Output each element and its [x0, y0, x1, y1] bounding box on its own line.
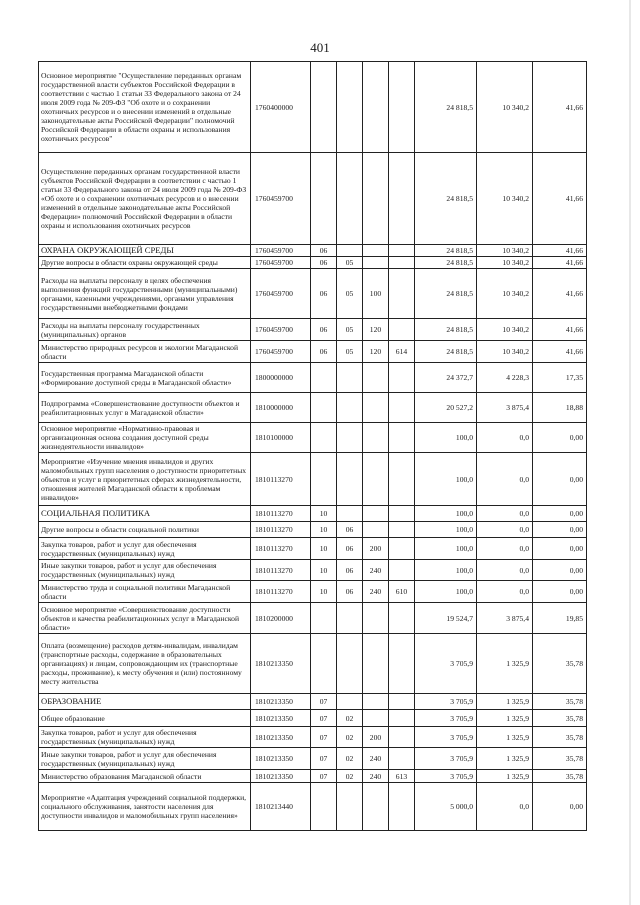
cell-gr — [389, 694, 415, 710]
cell-gr — [389, 363, 415, 393]
cell-name: ОХРАНА ОКРУЖАЮЩЕЙ СРЕДЫ — [39, 245, 251, 257]
cell-fact: 1 325,9 — [477, 710, 533, 727]
cell-gr — [389, 710, 415, 727]
page-number: 401 — [310, 40, 330, 55]
cell-gr — [389, 319, 415, 341]
cell-vr: 240 — [363, 770, 389, 783]
cell-vr: 200 — [363, 727, 389, 748]
cell-pct: 35,78 — [533, 634, 587, 694]
cell-fact: 0,0 — [477, 560, 533, 581]
cell-name: СОЦИАЛЬНАЯ ПОЛИТИКА — [39, 506, 251, 522]
table-row — [39, 783, 587, 831]
cell-csr: 1810213350 — [251, 710, 311, 727]
cell-fact: 3 875,4 — [477, 393, 533, 423]
cell-pr — [337, 694, 363, 710]
cell-pr: 05 — [337, 341, 363, 363]
cell-vr — [363, 603, 389, 634]
cell-plan: 24 372,7 — [415, 363, 477, 393]
cell-plan: 100,0 — [415, 560, 477, 581]
cell-pr — [337, 153, 363, 245]
cell-csr: 1810113270 — [251, 560, 311, 581]
table-row — [39, 453, 587, 506]
cell-csr: 1810113270 — [251, 538, 311, 560]
cell-plan: 24 818,5 — [415, 245, 477, 257]
cell-csr: 1810213350 — [251, 634, 311, 694]
table-row — [39, 153, 587, 245]
cell-rz: 07 — [311, 694, 337, 710]
cell-vr: 200 — [363, 538, 389, 560]
table-row — [39, 581, 587, 603]
cell-plan: 24 818,5 — [415, 153, 477, 245]
cell-gr: 614 — [389, 341, 415, 363]
cell-pr: 02 — [337, 770, 363, 783]
cell-name: Основное мероприятие "Осуществление переданных органам государственной власти субъектов Российской Федерации в соответствии с частью 1 статьи 33 Федерального закона от 24 июля 2009 года № 209-ФЗ "Об охоте и о сохранении охотничьих ресурсов и о внесении изменений в отдельные законодательные акты Российской Федерации" полномочий Российской Федерации в области охраны и использования охотничьих ресурсов" — [39, 62, 251, 153]
cell-pct: 41,66 — [533, 153, 587, 245]
cell-name: Министерство образования Магаданской области — [39, 770, 251, 783]
cell-csr: 1810213350 — [251, 694, 311, 710]
cell-fact: 0,0 — [477, 581, 533, 603]
cell-pct: 17,35 — [533, 363, 587, 393]
cell-csr: 1810113270 — [251, 453, 311, 506]
cell-pct: 41,66 — [533, 269, 587, 319]
cell-plan: 3 705,9 — [415, 634, 477, 694]
cell-pr: 05 — [337, 319, 363, 341]
cell-fact: 10 340,2 — [477, 245, 533, 257]
cell-plan: 24 818,5 — [415, 269, 477, 319]
cell-fact: 10 340,2 — [477, 269, 533, 319]
cell-name: Мероприятие «Адаптация учреждений социальной поддержки, социального обслуживания, занятости населения для доступности инвалидов и маломобильных групп населения» — [39, 783, 251, 831]
cell-pr — [337, 393, 363, 423]
cell-gr: 610 — [389, 581, 415, 603]
cell-pr: 06 — [337, 538, 363, 560]
cell-csr: 1810200000 — [251, 603, 311, 634]
cell-fact: 1 325,9 — [477, 748, 533, 770]
cell-name: ОБРАЗОВАНИЕ — [39, 694, 251, 710]
cell-name: Основное мероприятие «Нормативно-правовая и организационная основа создания доступной среды жизнедеятельности инвалидов» — [39, 423, 251, 453]
cell-pct: 0,00 — [533, 522, 587, 538]
cell-pct: 0,00 — [533, 560, 587, 581]
cell-vr — [363, 393, 389, 423]
cell-pr — [337, 634, 363, 694]
table-row — [39, 538, 587, 560]
cell-plan: 3 705,9 — [415, 694, 477, 710]
cell-pct: 0,00 — [533, 423, 587, 453]
table-row — [39, 257, 587, 269]
cell-fact: 4 228,3 — [477, 363, 533, 393]
cell-fact: 1 325,9 — [477, 727, 533, 748]
cell-rz — [311, 603, 337, 634]
cell-rz: 06 — [311, 245, 337, 257]
cell-pr: 05 — [337, 257, 363, 269]
table-row — [39, 727, 587, 748]
cell-rz: 06 — [311, 257, 337, 269]
budget-table — [38, 61, 587, 831]
cell-plan: 100,0 — [415, 581, 477, 603]
cell-pr: 02 — [337, 727, 363, 748]
cell-fact: 0,0 — [477, 453, 533, 506]
cell-pr: 05 — [337, 269, 363, 319]
table-row — [39, 522, 587, 538]
cell-pct: 35,78 — [533, 748, 587, 770]
cell-csr: 1810100000 — [251, 423, 311, 453]
cell-gr — [389, 522, 415, 538]
cell-csr: 1810213350 — [251, 770, 311, 783]
cell-csr: 1760400000 — [251, 62, 311, 153]
cell-vr — [363, 710, 389, 727]
cell-gr — [389, 453, 415, 506]
cell-vr — [363, 423, 389, 453]
cell-vr — [363, 62, 389, 153]
cell-name: Министерство природных ресурсов и экологии Магаданской области — [39, 341, 251, 363]
cell-gr — [389, 153, 415, 245]
cell-rz: 07 — [311, 748, 337, 770]
cell-pct: 41,66 — [533, 62, 587, 153]
cell-name: Государственная программа Магаданской области «Формирование доступной среды в Магаданской области» — [39, 363, 251, 393]
cell-vr — [363, 453, 389, 506]
cell-gr — [389, 506, 415, 522]
cell-name: Закупка товаров, работ и услуг для обеспечения государственных (муниципальных) нужд — [39, 727, 251, 748]
cell-plan: 24 818,5 — [415, 341, 477, 363]
cell-gr — [389, 62, 415, 153]
cell-pct: 35,78 — [533, 727, 587, 748]
table-row — [39, 603, 587, 634]
cell-csr: 1810213350 — [251, 727, 311, 748]
cell-vr — [363, 522, 389, 538]
table-row — [39, 506, 587, 522]
cell-plan: 100,0 — [415, 423, 477, 453]
cell-vr — [363, 257, 389, 269]
cell-pr — [337, 603, 363, 634]
table-row — [39, 770, 587, 783]
cell-fact: 0,0 — [477, 522, 533, 538]
cell-rz — [311, 634, 337, 694]
cell-name: Иные закупки товаров, работ и услуг для обеспечения государственных (муниципальных) нужд — [39, 748, 251, 770]
cell-pr — [337, 363, 363, 393]
cell-csr: 1810113270 — [251, 522, 311, 538]
cell-vr — [363, 694, 389, 710]
cell-name: Осуществление переданных органам государственной власти субъектов Российской Федерации в соответствии с частью 1 статьи 33 Федерального закона от 24 июля 2009 года № 209-ФЗ «Об охоте и о сохранении охотничьих ресурсов и о внесении изменений в отдельные законодательные акты Российской Федерации» полномочий Российской Федерации в области охраны и использования охотничьих ресурсов — [39, 153, 251, 245]
cell-vr — [363, 363, 389, 393]
cell-plan: 24 818,5 — [415, 257, 477, 269]
cell-gr: 613 — [389, 770, 415, 783]
cell-plan: 100,0 — [415, 522, 477, 538]
cell-gr — [389, 538, 415, 560]
cell-plan: 24 818,5 — [415, 62, 477, 153]
cell-pr — [337, 506, 363, 522]
cell-pr: 06 — [337, 581, 363, 603]
cell-fact: 10 340,2 — [477, 319, 533, 341]
cell-plan: 3 705,9 — [415, 748, 477, 770]
cell-pr — [337, 453, 363, 506]
cell-rz — [311, 393, 337, 423]
table-row — [39, 319, 587, 341]
cell-rz: 10 — [311, 506, 337, 522]
cell-plan: 3 705,9 — [415, 727, 477, 748]
cell-pct: 35,78 — [533, 770, 587, 783]
table-row — [39, 341, 587, 363]
cell-rz: 06 — [311, 319, 337, 341]
cell-csr: 1760459700 — [251, 257, 311, 269]
cell-csr: 1800000000 — [251, 363, 311, 393]
cell-vr: 240 — [363, 748, 389, 770]
cell-gr — [389, 783, 415, 831]
cell-name: Основное мероприятие «Совершенствование доступности объектов и качества реабилитационных услуг в Магаданской области» — [39, 603, 251, 634]
cell-vr — [363, 783, 389, 831]
cell-vr — [363, 153, 389, 245]
cell-plan: 100,0 — [415, 538, 477, 560]
cell-gr — [389, 393, 415, 423]
cell-fact: 10 340,2 — [477, 153, 533, 245]
cell-vr — [363, 634, 389, 694]
cell-rz — [311, 453, 337, 506]
cell-pct: 41,66 — [533, 245, 587, 257]
cell-name: Оплата (возмещение) расходов детям-инвалидам, инвалидам (транспортные расходы, содержание в образовательных организациях) и лицам, сопровождающим их (транспортные расходы, проживание), к месту обучения и (или) постоянному месту жительства — [39, 634, 251, 694]
scan-edge — [629, 0, 631, 905]
cell-name: Другие вопросы в области охраны окружающей среды — [39, 257, 251, 269]
cell-gr — [389, 245, 415, 257]
cell-rz — [311, 62, 337, 153]
cell-fact: 3 875,4 — [477, 603, 533, 634]
table-row — [39, 62, 587, 153]
cell-rz — [311, 783, 337, 831]
cell-rz: 07 — [311, 710, 337, 727]
cell-pr: 02 — [337, 748, 363, 770]
cell-fact: 0,0 — [477, 538, 533, 560]
cell-csr: 1810113270 — [251, 581, 311, 603]
cell-gr — [389, 748, 415, 770]
cell-fact: 10 340,2 — [477, 257, 533, 269]
cell-fact: 1 325,9 — [477, 634, 533, 694]
cell-pct: 0,00 — [533, 783, 587, 831]
cell-vr: 240 — [363, 560, 389, 581]
cell-csr: 1810213350 — [251, 748, 311, 770]
cell-csr: 1810213440 — [251, 783, 311, 831]
table-row — [39, 423, 587, 453]
cell-pct: 41,66 — [533, 341, 587, 363]
cell-rz — [311, 153, 337, 245]
cell-name: Расходы на выплаты персоналу государственных (муниципальных) органов — [39, 319, 251, 341]
cell-gr — [389, 634, 415, 694]
table-row — [39, 245, 587, 257]
table-row — [39, 363, 587, 393]
cell-gr — [389, 560, 415, 581]
cell-pct: 35,78 — [533, 694, 587, 710]
cell-plan: 100,0 — [415, 506, 477, 522]
cell-plan: 19 524,7 — [415, 603, 477, 634]
cell-name: Подпрограмма «Совершенствование доступности объектов и реабилитационных услуг в Магаданской области» — [39, 393, 251, 423]
cell-csr: 1760459700 — [251, 153, 311, 245]
table-row — [39, 560, 587, 581]
cell-pct: 0,00 — [533, 506, 587, 522]
cell-csr: 1810113270 — [251, 506, 311, 522]
cell-fact: 1 325,9 — [477, 694, 533, 710]
cell-plan: 100,0 — [415, 453, 477, 506]
cell-name: Иные закупки товаров, работ и услуг для обеспечения государственных (муниципальных) нужд — [39, 560, 251, 581]
cell-csr: 1760459700 — [251, 269, 311, 319]
cell-rz — [311, 363, 337, 393]
cell-pct: 35,78 — [533, 710, 587, 727]
cell-vr: 120 — [363, 319, 389, 341]
cell-csr: 1810000000 — [251, 393, 311, 423]
cell-vr: 120 — [363, 341, 389, 363]
cell-plan: 20 527,2 — [415, 393, 477, 423]
cell-name: Мероприятие «Изучение мнения инвалидов и других маломобильных групп населения о доступности приоритетных объектов и услуг в приоритетных сферах жизнедеятельности, отношения жителей Магаданской области к проблемам инвалидов» — [39, 453, 251, 506]
cell-fact: 10 340,2 — [477, 62, 533, 153]
table-row — [39, 710, 587, 727]
table-row — [39, 748, 587, 770]
cell-pct: 0,00 — [533, 538, 587, 560]
cell-rz: 10 — [311, 560, 337, 581]
cell-vr — [363, 245, 389, 257]
cell-gr — [389, 423, 415, 453]
cell-pct: 0,00 — [533, 453, 587, 506]
cell-plan: 5 000,0 — [415, 783, 477, 831]
cell-gr — [389, 727, 415, 748]
cell-csr: 1760459700 — [251, 245, 311, 257]
cell-pr — [337, 245, 363, 257]
cell-pr: 06 — [337, 522, 363, 538]
cell-fact: 10 340,2 — [477, 341, 533, 363]
cell-fact: 0,0 — [477, 423, 533, 453]
table-row — [39, 634, 587, 694]
table-row — [39, 269, 587, 319]
cell-pct: 41,66 — [533, 319, 587, 341]
cell-rz: 10 — [311, 538, 337, 560]
cell-pr — [337, 783, 363, 831]
cell-gr — [389, 269, 415, 319]
cell-rz — [311, 423, 337, 453]
cell-pr — [337, 423, 363, 453]
cell-rz: 06 — [311, 269, 337, 319]
cell-fact: 1 325,9 — [477, 770, 533, 783]
budget-table-body — [39, 62, 587, 831]
cell-pct: 0,00 — [533, 581, 587, 603]
cell-pr: 06 — [337, 560, 363, 581]
cell-rz: 07 — [311, 770, 337, 783]
cell-csr: 1760459700 — [251, 319, 311, 341]
cell-plan: 24 818,5 — [415, 319, 477, 341]
cell-rz: 10 — [311, 581, 337, 603]
table-row — [39, 694, 587, 710]
cell-name: Закупка товаров, работ и услуг для обеспечения государственных (муниципальных) нужд — [39, 538, 251, 560]
cell-vr: 240 — [363, 581, 389, 603]
cell-rz: 06 — [311, 341, 337, 363]
cell-pr — [337, 62, 363, 153]
cell-csr: 1760459700 — [251, 341, 311, 363]
cell-name: Расходы на выплаты персоналу в целях обеспечения выполнения функций государственными (муниципальными) органами, казенными учреждениями, органами управления государственными внебюджетными фондами — [39, 269, 251, 319]
cell-rz: 10 — [311, 522, 337, 538]
cell-gr — [389, 603, 415, 634]
cell-fact: 0,0 — [477, 783, 533, 831]
cell-plan: 3 705,9 — [415, 710, 477, 727]
cell-pct: 18,88 — [533, 393, 587, 423]
cell-vr — [363, 506, 389, 522]
cell-gr — [389, 257, 415, 269]
cell-name: Другие вопросы в области социальной политики — [39, 522, 251, 538]
cell-fact: 0,0 — [477, 506, 533, 522]
cell-pr: 02 — [337, 710, 363, 727]
cell-name: Министерство труда и социальной политики Магаданской области — [39, 581, 251, 603]
cell-plan: 3 705,9 — [415, 770, 477, 783]
cell-vr: 100 — [363, 269, 389, 319]
cell-rz: 07 — [311, 727, 337, 748]
cell-pct: 19,85 — [533, 603, 587, 634]
cell-pct: 41,66 — [533, 257, 587, 269]
cell-name: Общее образование — [39, 710, 251, 727]
table-row — [39, 393, 587, 423]
